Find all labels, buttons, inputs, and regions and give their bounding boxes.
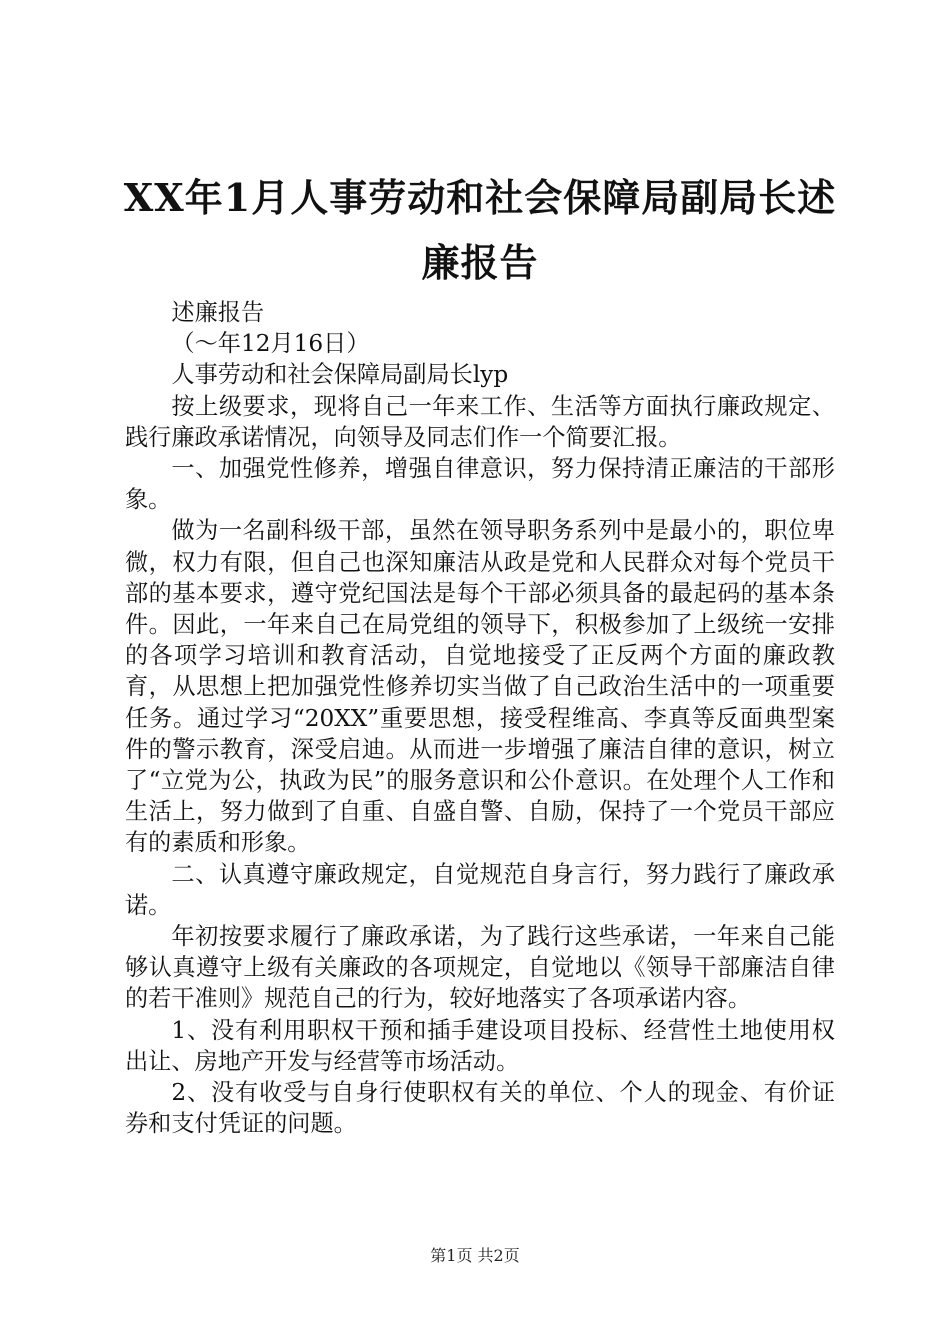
paragraph-intro: 按上级要求，现将自己一年来工作、生活等方面执行廉政规定、践行廉政承诺情况，向领导及同志们作一个简要汇报。 xyxy=(125,392,835,451)
section-heading-1: 一、加强党性修养，增强自律意识，努力保持清正廉洁的干部形象。 xyxy=(125,455,835,514)
report-date: （～年12月16日） xyxy=(171,330,370,358)
paragraph-section-2: 年初按要求履行了廉政承诺，为了践行这些承诺，一年来自己能够认真遵守上级有关廉政的各项规定，自觉地以《领导干部廉洁自律的若干准则》规范自己的行为，较好地落实了各项承诺内容。 xyxy=(125,923,835,1013)
section-heading-2: 二、认真遵守廉政规定，自觉规范自身言行，努力践行了廉政承诺。 xyxy=(125,860,835,919)
page-footer: 第1页 共2页 xyxy=(430,1246,520,1265)
document-title: XX年1月人事劳动和社会保障局副局长述廉报告 xyxy=(123,175,837,285)
paragraph-section-1: 做为一名副科级干部，虽然在领导职务系列中是最小的，职位卑微，权力有限，但自己也深知廉洁从政是党和人民群众对每个党员干部的基本要求，遵守党纪国法是每个干部必须具备的最起码的基本条件。因此，一年来自己在局党组的领导下，积极参加了上级统一安排的各项学习培训和教育活动，自觉地接受了正反两个方面的廉政教育，从思想上把加强党性修养切实当做了自己政治生活中的一项重要任务。通过学习“20XX”重要思想，接受程维高、李真等反面典型案件的警示教育，深受启迪。从而进一步增强了廉洁自律的意识，树立了“立党为公，执政为民”的服务意识和公仆意识。在处理个人工作和生活上，努力做到了自重、自盛自警、自励，保持了一个党员干部应有的素质和形象。 xyxy=(125,517,835,857)
document-body xyxy=(125,297,835,1139)
list-item-2: 2、没有收受与自身行使职权有关的单位、个人的现金、有价证券和支付凭证的问题。 xyxy=(125,1079,835,1138)
list-item-1: 1、没有利用职权干预和插手建设项目投标、经营性土地使用权出让、房地产开发与经营等市场活动。 xyxy=(125,1016,835,1075)
report-author: 人事劳动和社会保障局副局长lyp xyxy=(171,361,509,389)
report-heading: 述廉报告 xyxy=(171,299,265,326)
